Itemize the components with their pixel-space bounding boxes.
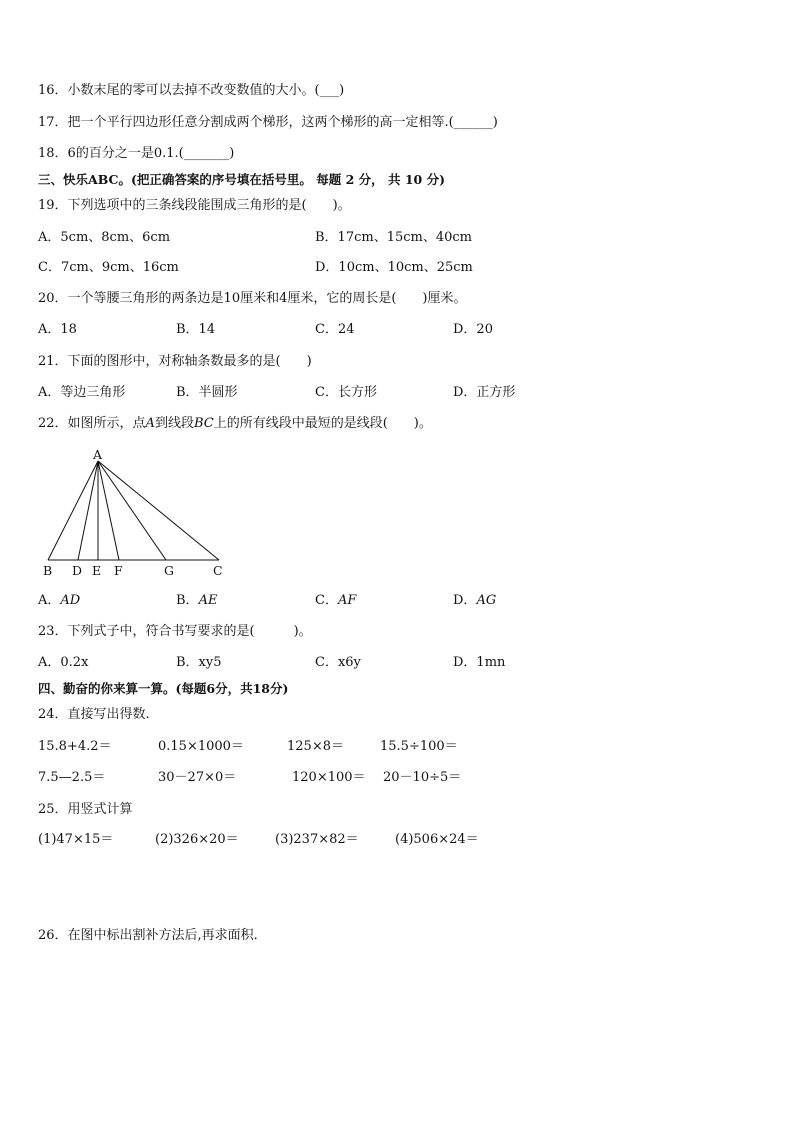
q19-option-d[interactable]: D．10cm、10cm、25cm — [315, 260, 473, 275]
question-22-stem — [38, 415, 432, 433]
question-21-stem: 21．下面的图形中，对称轴条数最多的是( ) — [38, 354, 312, 369]
label-f: F — [114, 563, 123, 578]
q22-option-d[interactable]: D．AG — [453, 593, 497, 608]
q25-item3: (3)237×82＝ — [275, 832, 359, 847]
q24-row1-item1: 15.8+4.2＝ — [38, 739, 112, 754]
q21-option-b[interactable]: B．半圆形 — [176, 385, 238, 400]
q22-option-a[interactable]: A．AD — [38, 593, 81, 608]
q21-option-c[interactable]: C．长方形 — [315, 385, 377, 400]
q21-option-d[interactable]: D．正方形 — [453, 385, 516, 400]
q22-option-c[interactable]: C．AF — [315, 593, 357, 608]
q24-row2-item1: 7.5—2.5＝ — [38, 770, 106, 785]
q24-row2-item3: 120×100＝ — [292, 770, 366, 785]
question-16: 16．小数末尾的零可以去掉不改变数值的大小。(___) — [38, 83, 345, 98]
label-c: C — [213, 563, 223, 578]
q20-option-b[interactable]: B．14 — [176, 322, 216, 337]
question-26: 26．在图中标出割补方法后,再求面积． — [38, 928, 267, 943]
q24-row1-item4: 15.5÷100＝ — [380, 739, 458, 754]
segment-ad — [78, 461, 98, 560]
question-24-stem: 24．直接写出得数. — [38, 707, 150, 722]
section-3-heading: 三、快乐ABC。(把正确答案的序号填在括号里。 每题 2 分， 共 10 分) — [38, 172, 445, 187]
q24-row1-item2: 0.15×1000＝ — [158, 739, 244, 754]
question-18: 18．6的百分之一是0.1.(_______) — [38, 146, 235, 161]
section-4-heading: 四、勤奋的你来算一算。(每题6分，共18分) — [38, 681, 289, 696]
q22-stem-part-b: 到线段 — [154, 416, 194, 431]
segment-ab — [48, 461, 98, 560]
label-d: D — [72, 563, 83, 578]
triangle-figure — [38, 445, 238, 585]
q22-segment-label: BC — [193, 416, 214, 431]
q23-option-a[interactable]: A．0.2x — [38, 655, 89, 670]
q20-option-c[interactable]: C．24 — [315, 322, 355, 337]
question-17: 17．把一个平行四边形任意分割成两个梯形，这两个梯形的高一定相等.(______) — [38, 115, 498, 130]
q19-option-b[interactable]: B．17cm、15cm、40cm — [315, 230, 473, 245]
question-25-stem: 25．用竖式计算 — [38, 802, 133, 817]
q20-option-a[interactable]: A．18 — [38, 322, 77, 337]
q22-option-b[interactable]: B．AE — [176, 593, 218, 608]
question-19-stem: 19．下列选项中的三条线段能围成三角形的是( )。 — [38, 198, 351, 213]
q19-option-c[interactable]: C．7cm、9cm、16cm — [38, 260, 179, 275]
q23-option-b[interactable]: B．xy5 — [176, 655, 222, 670]
q24-row2-item4: 20－10÷5＝ — [383, 770, 462, 785]
q19-option-a[interactable]: A．5cm、8cm、6cm — [38, 230, 171, 245]
q25-item1: (1)47×15＝ — [38, 832, 114, 847]
q24-row2-item2: 30－27×0＝ — [158, 770, 237, 785]
label-b: B — [43, 563, 53, 578]
question-23-stem: 23．下列式子中，符合书写要求的是( )。 — [38, 624, 312, 639]
label-a: A — [93, 447, 103, 462]
label-g: G — [164, 563, 174, 578]
q23-option-d[interactable]: D．1mn — [453, 655, 506, 670]
q21-option-a[interactable]: A．等边三角形 — [38, 385, 126, 400]
label-e: E — [92, 563, 102, 578]
q22-stem-part-a: 22．如图所示，点 — [38, 416, 146, 431]
q22-stem-part-c: 上的所有线段中最短的是线段( )。 — [213, 416, 432, 431]
q25-item2: (2)326×20＝ — [155, 832, 239, 847]
q23-option-c[interactable]: C．x6y — [315, 655, 361, 670]
q24-row1-item3: 125×8＝ — [287, 739, 344, 754]
q22-point-label: A — [145, 416, 155, 431]
q20-option-d[interactable]: D．20 — [453, 322, 493, 337]
question-20-stem: 20．一个等腰三角形的两条边是10厘米和4厘米，它的周长是( )厘米。 — [38, 291, 467, 306]
q25-item4: (4)506×24＝ — [395, 832, 479, 847]
